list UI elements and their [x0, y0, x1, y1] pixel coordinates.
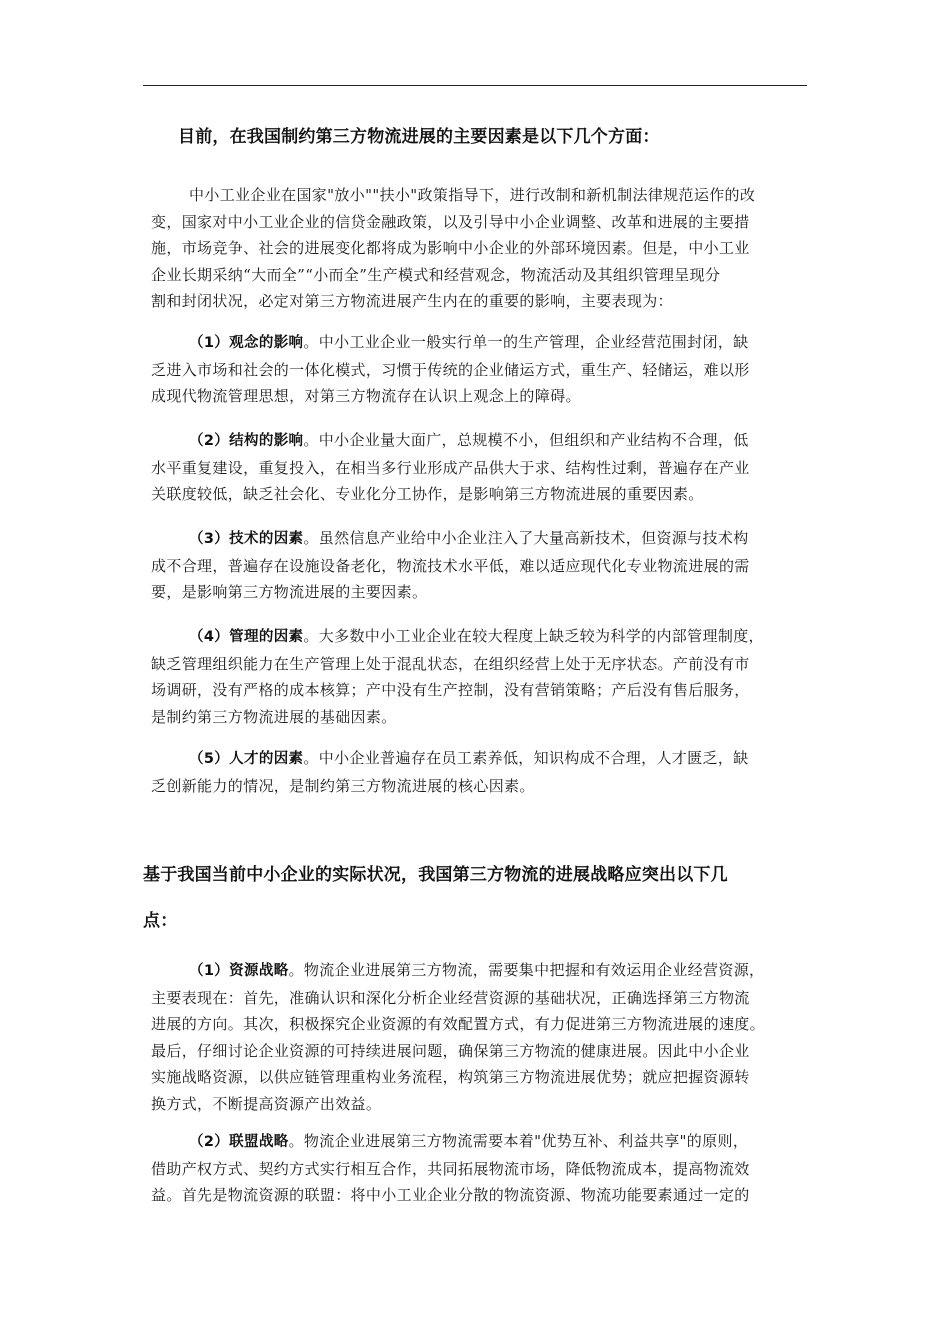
strategy-line: 最后，仔细讨论企业资源的可持续进展问题，确保第三方物流的健康进展。因此中小企业 — [151, 1041, 750, 1060]
factor-2-paragraph — [151, 427, 809, 508]
factor-label: （4）管理的因素 — [189, 629, 304, 645]
strategy-text: 。物流企业进展第三方物流需要本着"优势互补、利益共享"的原则， — [288, 1132, 749, 1150]
factor-3-paragraph — [151, 525, 809, 606]
intro-line: 施，市场竞争、社会的进展变化都将成为影响中小企业的外部环境因素。但是，中小工业 — [151, 239, 750, 257]
strategy-first-line — [151, 957, 809, 985]
section2-heading — [143, 852, 728, 944]
strategy-first-line — [151, 1128, 809, 1156]
header-rule — [143, 85, 807, 86]
factor-label: （1）观念的影响 — [189, 335, 304, 351]
section1-heading: 目前，在我国制约第三方物流进展的主要因素是以下几个方面： — [178, 127, 660, 147]
strategy-line: 进展的方向。其次，积极探究企业资源的有效配置方式，有力促进第三方物流进展的速度。 — [151, 1015, 766, 1033]
factor-line: 关联度较低，缺乏社会化、专业化分工协作，是影响第三方物流进展的重要因素。 — [151, 485, 704, 503]
factor-1-paragraph — [151, 329, 809, 410]
factor-first-line — [151, 329, 809, 357]
factor-first-line — [151, 745, 809, 773]
strategy-line: 主要表现在：首先，准确认识和深化分析企业经营资源的基础状况，正确选择第三方物流 — [151, 988, 750, 1007]
factor-first-line — [151, 427, 809, 455]
strategy-line: 借助产权方式、契约方式实行相互合作，共同拓展物流市场，降低物流成本，提高物流效 — [151, 1159, 750, 1178]
factor-line: 乏进入市场和社会的一体化模式，习惯于传统的企业储运方式，重生产、轻储运，难以形 — [151, 360, 750, 379]
strategy-label: （2）联盟战略 — [189, 1134, 289, 1150]
section2-heading-line: 点： — [143, 911, 178, 931]
strategy-line: 实施战略资源，以供应链管理重构业务流程，构筑第三方物流进展优势；就应把握资源转 — [151, 1068, 750, 1086]
intro-line: 企业长期采纳“大而全”“小而全”生产模式和经营观念，物流活动及其组织管理呈现分 — [151, 265, 721, 284]
factor-text: 。中小工业企业一般实行单一的生产管理，企业经营范围封闭，缺 — [303, 333, 749, 351]
factor-line: 缺乏管理组织能力在生产管理上处于混乱状态，在组织经营上处于无序状态。产前没有市 — [151, 654, 750, 673]
intro-line: 变，国家对中小工业企业的信贷金融政策，以及引导中小企业调整、改革和进展的主要措 — [151, 212, 750, 231]
strategy-text: 。物流企业进展第三方物流，需要集中把握和有效运用企业经营资源， — [288, 961, 765, 979]
strategy-line: 益。首先是物流资源的联盟：将中小工业企业分散的物流资源、物流功能要素通过一定的 — [151, 1186, 750, 1204]
factor-line: 成不合理，普遍存在设施设备老化，物流技术水平低，难以适应现代化专业物流进展的需 — [151, 556, 750, 575]
strategy-1-paragraph — [151, 957, 809, 1117]
strategy-label: （1）资源战略 — [189, 963, 289, 979]
intro-line: 割和封闭状况，必定对第三方物流进展产生内在的重要的影响，主要表现为： — [151, 292, 673, 310]
factor-line: 场调研，没有严格的成本核算；产中没有生产控制，没有营销策略；产后没有售后服务， — [151, 681, 750, 699]
factor-line: 水平重复建设，重复投入，在相当多行业形成产品供大于求、结构性过剩，普遍存在产业 — [151, 458, 750, 477]
factor-line: 乏创新能力的情况，是制约第三方物流进展的核心因素。 — [151, 776, 535, 795]
factor-text: 。中小企业量大面广，总规模不小，但组织和产业结构不合理，低 — [303, 431, 749, 449]
factor-4-paragraph — [151, 623, 809, 730]
factor-first-line — [151, 623, 809, 651]
factor-text: 。大多数中小工业企业在较大程度上缺乏较为科学的内部管理制度， — [303, 627, 764, 645]
factor-line: 要，是影响第三方物流进展的主要因素。 — [151, 583, 428, 601]
factor-first-line — [151, 525, 809, 553]
factor-5-paragraph — [151, 745, 809, 799]
factor-text: 。虽然信息产业给中小企业注入了大量高新技术，但资源与技术构 — [303, 529, 749, 547]
intro-paragraph — [151, 182, 809, 315]
factor-text: 。中小企业普遍存在员工素养低，知识构成不合理，人才匮乏，缺 — [303, 749, 749, 767]
factor-line: 成现代物流管理思想，对第三方物流存在认识上观念上的障碍。 — [151, 387, 581, 405]
factor-label: （2）结构的影响 — [189, 433, 304, 449]
factor-label: （5）人才的因素 — [189, 751, 304, 767]
section2-heading-line: 基于我国当前中小企业的实际状况，我国第三方物流的进展战略应突出以下几 — [143, 865, 728, 885]
strategy-line: 换方式，不断提高资源产出效益。 — [151, 1094, 382, 1113]
factor-line: 是制约第三方物流进展的基础因素。 — [151, 707, 397, 726]
factor-label: （3）技术的因素 — [189, 531, 304, 547]
strategy-2-paragraph — [151, 1128, 809, 1209]
intro-line: 中小工业企业在国家"放小""扶小"政策指导下，进行改制和新机制法律规范运作的改 — [189, 186, 756, 204]
